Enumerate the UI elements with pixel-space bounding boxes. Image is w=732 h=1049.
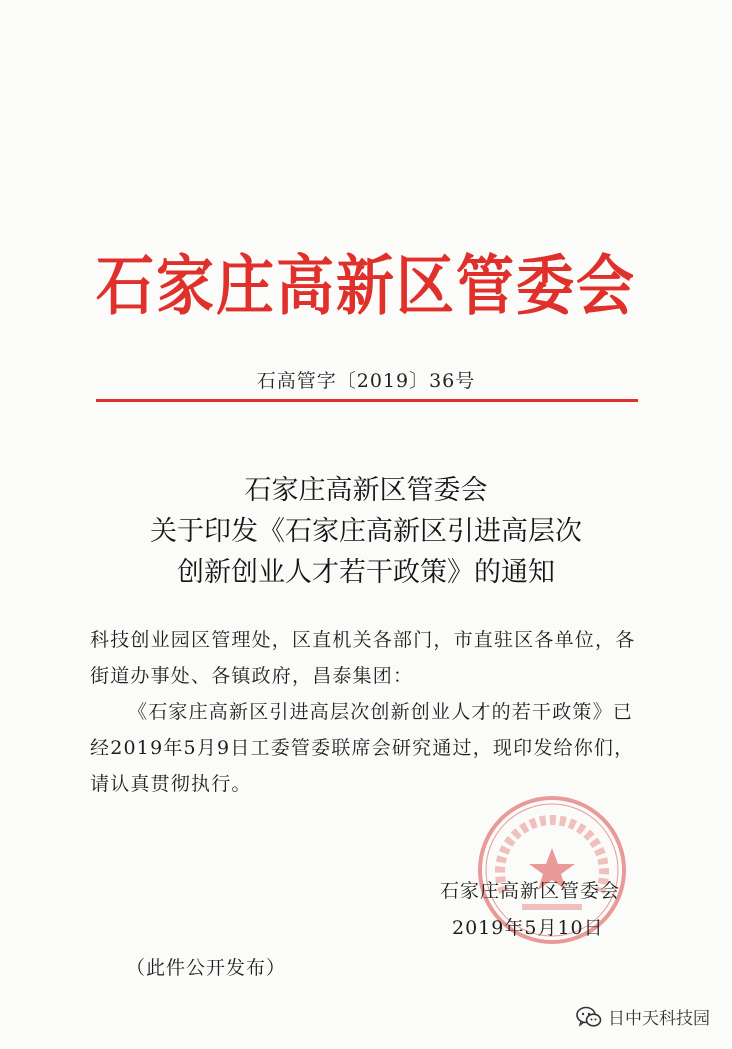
- source-watermark: [576, 1004, 710, 1029]
- wechat-icon: [576, 1006, 602, 1028]
- notice-body: [90, 622, 650, 802]
- notice-title-line-2: 关于印发《石家庄高新区引进高层次: [150, 516, 582, 547]
- addressees: 科技创业园区管理处，区直机关各部门，市直驻区各单位，各街道办事处、各镇政府，昌泰集团：: [90, 629, 636, 687]
- red-divider-line: [96, 399, 638, 402]
- signing-organization: 石家庄高新区管委会: [440, 880, 621, 902]
- watermark-label: 日中天科技园: [608, 1009, 710, 1029]
- public-release-note: （此件公开发布）: [126, 957, 287, 979]
- notice-title-line-1: 石家庄高新区管委会: [244, 475, 488, 506]
- body-paragraph: 《石家庄高新区引进高层次创新创业人才的若干政策》已经2019年5月9日工委管委联席会研究通过，现印发给你们，请认真贯彻执行。: [90, 701, 635, 795]
- document-number: 石高管字〔2019〕36号: [256, 370, 476, 392]
- issuing-organization-header: 石家庄高新区管委会: [95, 247, 636, 324]
- signing-date: 2019年5月10日: [452, 917, 604, 939]
- notice-title: [0, 470, 732, 593]
- notice-title-line-3: 创新创业人才若干政策》的通知: [177, 557, 555, 588]
